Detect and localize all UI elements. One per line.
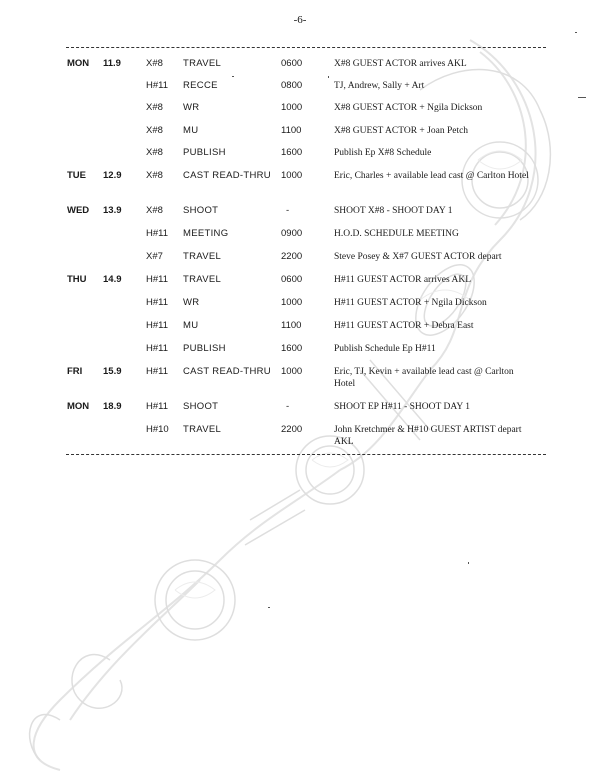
episode-cell: X#8	[146, 58, 163, 69]
time-cell: 0600	[281, 58, 303, 69]
page-number: -6-	[293, 14, 307, 26]
time-cell: 0900	[281, 228, 303, 239]
scan-speck	[268, 607, 270, 608]
activity-cell: SHOOT	[183, 205, 219, 216]
episode-cell: X#8	[146, 170, 163, 181]
episode-cell: H#11	[146, 401, 169, 412]
activity-cell: TRAVEL	[183, 251, 222, 262]
note-cell: Eric, TJ, Kevin + available lead cast @ Carlton Hotel	[334, 367, 514, 389]
time-cell: -	[286, 401, 290, 412]
time-cell: -	[286, 205, 290, 216]
note-cell: TJ, Andrew, Sally + Art	[334, 81, 425, 91]
date-cell: 11.9	[103, 58, 121, 69]
activity-cell: TRAVEL	[183, 424, 222, 435]
day-cell: MON	[67, 58, 90, 69]
activity-cell: PUBLISH	[183, 343, 226, 354]
episode-cell: H#10	[146, 424, 169, 435]
scan-speck	[468, 562, 469, 564]
day-cell: MON	[67, 401, 90, 412]
episode-cell: H#11	[146, 80, 169, 91]
activity-cell: CAST READ-THRU	[183, 366, 271, 377]
date-cell: 18.9	[103, 401, 122, 412]
episode-cell: H#11	[146, 343, 169, 354]
note-cell: X#8 GUEST ACTOR + Ngila Dickson	[334, 103, 483, 113]
time-cell: 1000	[281, 297, 303, 308]
scan-speck	[232, 76, 234, 77]
note-cell: Eric, Charles + available lead cast @ Carlton Hotel	[334, 171, 529, 181]
episode-cell: X#8	[146, 102, 163, 113]
time-cell: 1000	[281, 366, 303, 377]
time-cell: 1000	[281, 102, 303, 113]
scan-speck	[575, 32, 577, 33]
activity-cell: TRAVEL	[183, 274, 222, 285]
activity-cell: MU	[183, 320, 199, 331]
day-cell: FRI	[67, 366, 83, 377]
activity-cell: WR	[183, 297, 200, 308]
day-cell: WED	[67, 205, 90, 216]
top-divider	[66, 47, 546, 48]
time-cell: 1600	[281, 343, 303, 354]
episode-cell: H#11	[146, 297, 169, 308]
activity-cell: PUBLISH	[183, 147, 226, 158]
activity-cell: MU	[183, 125, 199, 136]
episode-cell: H#11	[146, 228, 169, 239]
time-cell: 2200	[281, 424, 303, 435]
date-cell: 15.9	[103, 366, 122, 377]
date-cell: 13.9	[103, 205, 122, 216]
episode-cell: H#11	[146, 320, 169, 331]
episode-cell: X#8	[146, 125, 163, 136]
note-cell: H.O.D. SCHEDULE MEETING	[334, 229, 459, 239]
note-cell: Publish Schedule Ep H#11	[334, 344, 436, 354]
bottom-divider	[66, 454, 546, 455]
note-cell: SHOOT X#8 - SHOOT DAY 1	[334, 206, 453, 216]
time-cell: 1100	[281, 320, 302, 331]
episode-cell: X#8	[146, 205, 163, 216]
scan-speck	[578, 97, 586, 98]
activity-cell: TRAVEL	[183, 58, 222, 69]
activity-cell: CAST READ-THRU	[183, 170, 271, 181]
date-cell: 14.9	[103, 274, 122, 285]
note-cell: H#11 GUEST ACTOR + Ngila Dickson	[334, 298, 487, 308]
note-cell: SHOOT EP H#11 - SHOOT DAY 1	[334, 402, 471, 412]
activity-cell: SHOOT	[183, 401, 219, 412]
activity-cell: WR	[183, 102, 200, 113]
episode-cell: X#8	[146, 147, 163, 158]
activity-cell: MEETING	[183, 228, 229, 239]
day-cell: TUE	[67, 170, 86, 181]
time-cell: 1100	[281, 125, 302, 136]
scan-speck	[328, 76, 329, 78]
note-cell: H#11 GUEST ACTOR arrives AKL	[334, 275, 472, 285]
note-cell: Publish Ep X#8 Schedule	[334, 148, 432, 158]
time-cell: 1000	[281, 170, 303, 181]
episode-cell: X#7	[146, 251, 163, 262]
time-cell: 1600	[281, 147, 303, 158]
note-cell: X#8 GUEST ACTOR + Joan Petch	[334, 126, 469, 136]
time-cell: 0800	[281, 80, 303, 91]
time-cell: 2200	[281, 251, 303, 262]
note-cell: X#8 GUEST ACTOR arrives AKL	[334, 59, 467, 69]
activity-cell: RECCE	[183, 80, 218, 91]
episode-cell: H#11	[146, 366, 169, 377]
date-cell: 12.9	[103, 170, 122, 181]
day-cell: THU	[67, 274, 87, 285]
time-cell: 0600	[281, 274, 303, 285]
note-cell: Steve Posey & X#7 GUEST ACTOR depart	[334, 252, 502, 262]
episode-cell: H#11	[146, 274, 169, 285]
note-cell: H#11 GUEST ACTOR + Debra East	[334, 321, 474, 331]
note-cell: John Kretchmer & H#10 GUEST ARTIST depart AKL	[334, 425, 522, 447]
